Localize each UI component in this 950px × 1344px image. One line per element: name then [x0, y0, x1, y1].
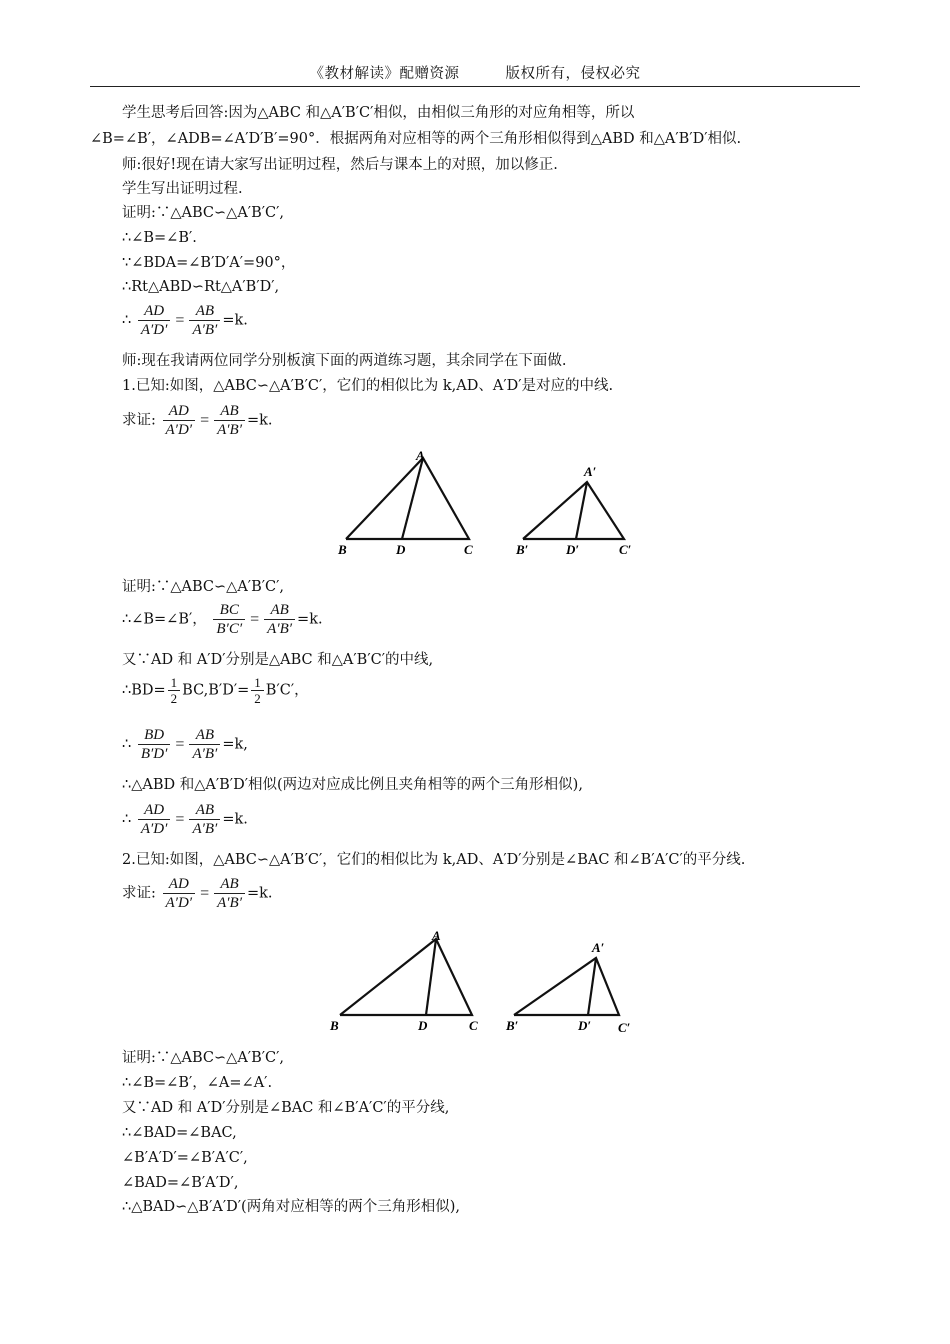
- text-line: 师:很好!现在请大家写出证明过程，然后与课本上的对照，加以修正.: [122, 157, 558, 173]
- label-c-prime: C′: [618, 1020, 631, 1035]
- label-a: A: [416, 448, 425, 463]
- label-d-prime: D′: [578, 1018, 592, 1033]
- text-line: ∠B=∠B′，∠ADB=∠A′D′B′=90°．根据两角对应相等的两个三角形相似得到△ABD 和△A′B′D′相似.: [90, 131, 742, 147]
- fraction-line: 求证: $\frac{AD}{A'D'}$ = $\frac{AB}{A'B'}$ =k.: [122, 403, 273, 438]
- label-b: B: [338, 542, 347, 557]
- label-a-prime: A′: [592, 940, 605, 955]
- text-line: ∴△ABD 和△A′B′D′相似(两边对应成比例且夹角相等的两个三角形相似),: [122, 777, 583, 793]
- fraction-ad: $\frac{AD}{A'D'}$: [138, 302, 171, 339]
- text-line: 学生思考后回答:因为△ABC 和△A′B′C′相似，由相似三角形的对应角相等，所以: [122, 105, 635, 121]
- text-line: 2.已知:如图，△ABC∽△A′B′C′，它们的相似比为 k,AD、A′D′分别是∠BAC 和∠B′A′C′的平分线.: [122, 852, 746, 868]
- text-line: 1.已知:如图，△ABC∽△A′B′C′，它们的相似比为 k,AD、A′D′是对应的中线.: [122, 378, 614, 394]
- triangle-abc: [346, 458, 469, 539]
- label-d: D: [418, 1018, 428, 1033]
- label-c: C: [469, 1018, 478, 1033]
- text-line: ∴△BAD∽△B′A′D′(两角对应相等的两个三角形相似),: [122, 1199, 460, 1215]
- fraction-line: ∴ $\frac{AD}{A'D'}$ = $\frac{AB}{A'B'}$ =k.: [122, 303, 248, 338]
- fraction-line: ∴∠B=∠B′， $\frac{BC}{B'C'}$ = $\frac{AB}{A'B'}$ =k.: [122, 602, 323, 637]
- fraction-bc: $\frac{BC}{B'C'}$: [213, 601, 245, 638]
- bisector-ad-prime: [588, 958, 596, 1015]
- header-rule: [90, 86, 860, 87]
- text-line: 证明:∵△ABC∽△A′B′C′,: [122, 579, 285, 595]
- fraction-ab: $\frac{AB}{A'B'}$: [264, 601, 295, 638]
- text-line: ∴Rt△ABD∽Rt△A′B′D′,: [122, 279, 280, 295]
- text-line: ∵∠BDA=∠B′D′A′=90°，: [122, 255, 296, 271]
- label-a-prime: A′: [584, 464, 597, 479]
- triangle-abc: [340, 939, 472, 1015]
- text-line: 师:现在我请两位同学分别板演下面的两道练习题，其余同学在下面做.: [122, 353, 567, 369]
- label-c: C: [464, 542, 473, 557]
- triangle-abc-prime: [514, 958, 619, 1015]
- bisector-ad: [426, 939, 436, 1015]
- figure-median-triangles: [330, 446, 650, 564]
- page-header: [90, 62, 860, 83]
- header-right: 版权所有，侵权必究: [505, 66, 641, 82]
- header-left: 《教材解读》配赠资源: [309, 66, 460, 82]
- triangle-abc-prime: [523, 482, 624, 539]
- text-line: 又∵AD 和 A′D′分别是△ABC 和△A′B′C′的中线,: [122, 652, 434, 668]
- label-b: B: [330, 1018, 339, 1033]
- label-b-prime: B′: [516, 542, 529, 557]
- fraction-ab: $\frac{AB}{A'B'}$: [214, 402, 245, 439]
- label-b-prime: B′: [506, 1018, 519, 1033]
- label-a: A: [432, 928, 441, 943]
- fraction-ad: $\frac{AD}{A'D'}$: [163, 875, 196, 912]
- fraction-line: ∴BD= $\frac{1}{2}$ BC,B′D′= $\frac{1}{2}$ B′C′，: [122, 675, 309, 706]
- fraction-ab: $\frac{AB}{A'B'}$: [189, 726, 220, 763]
- text-line: ∴∠B=∠B′.: [122, 230, 197, 246]
- fraction-half: $\frac{1}{2}$: [251, 675, 264, 706]
- fraction-line: 求证: $\frac{AD}{A'D'}$ = $\frac{AB}{A'B'}$ =k.: [122, 876, 273, 911]
- fraction-ad: $\frac{AD}{A'D'}$: [138, 801, 171, 838]
- figure-bisector-triangles: [322, 922, 652, 1040]
- text-line: ∴∠B=∠B′，∠A=∠A′.: [122, 1075, 273, 1091]
- fraction-ab: $\frac{AB}{A'B'}$: [189, 302, 220, 339]
- label-d-prime: D′: [566, 542, 580, 557]
- label-d: D: [396, 542, 406, 557]
- text-line: ∴∠BAD=∠BAC,: [122, 1125, 237, 1141]
- fraction-line: ∴ $\frac{AD}{A'D'}$ = $\frac{AB}{A'B'}$ =k.: [122, 802, 248, 837]
- text-line: 证明:∵△ABC∽△A′B′C′,: [122, 1050, 285, 1066]
- fraction-half: $\frac{1}{2}$: [168, 675, 181, 706]
- fraction-ab: $\frac{AB}{A'B'}$: [214, 875, 245, 912]
- label-c-prime: C′: [619, 542, 632, 557]
- fraction-ab: $\frac{AB}{A'B'}$: [189, 801, 220, 838]
- fraction-ad: $\frac{AD}{A'D'}$: [163, 402, 196, 439]
- fraction-line: ∴ $\frac{BD}{B'D'}$ = $\frac{AB}{A'B'}$ =k,: [122, 727, 248, 762]
- text-line: 学生写出证明过程.: [122, 181, 243, 197]
- text-line: 又∵AD 和 A′D′分别是∠BAC 和∠B′A′C′的平分线,: [122, 1100, 450, 1116]
- text-line: 证明:∵△ABC∽△A′B′C′,: [122, 205, 285, 221]
- text-line: ∠B′A′D′=∠B′A′C′,: [122, 1150, 248, 1166]
- text-line: ∠BAD=∠B′A′D′,: [122, 1175, 239, 1191]
- fraction-bd: $\frac{BD}{B'D'}$: [138, 726, 171, 763]
